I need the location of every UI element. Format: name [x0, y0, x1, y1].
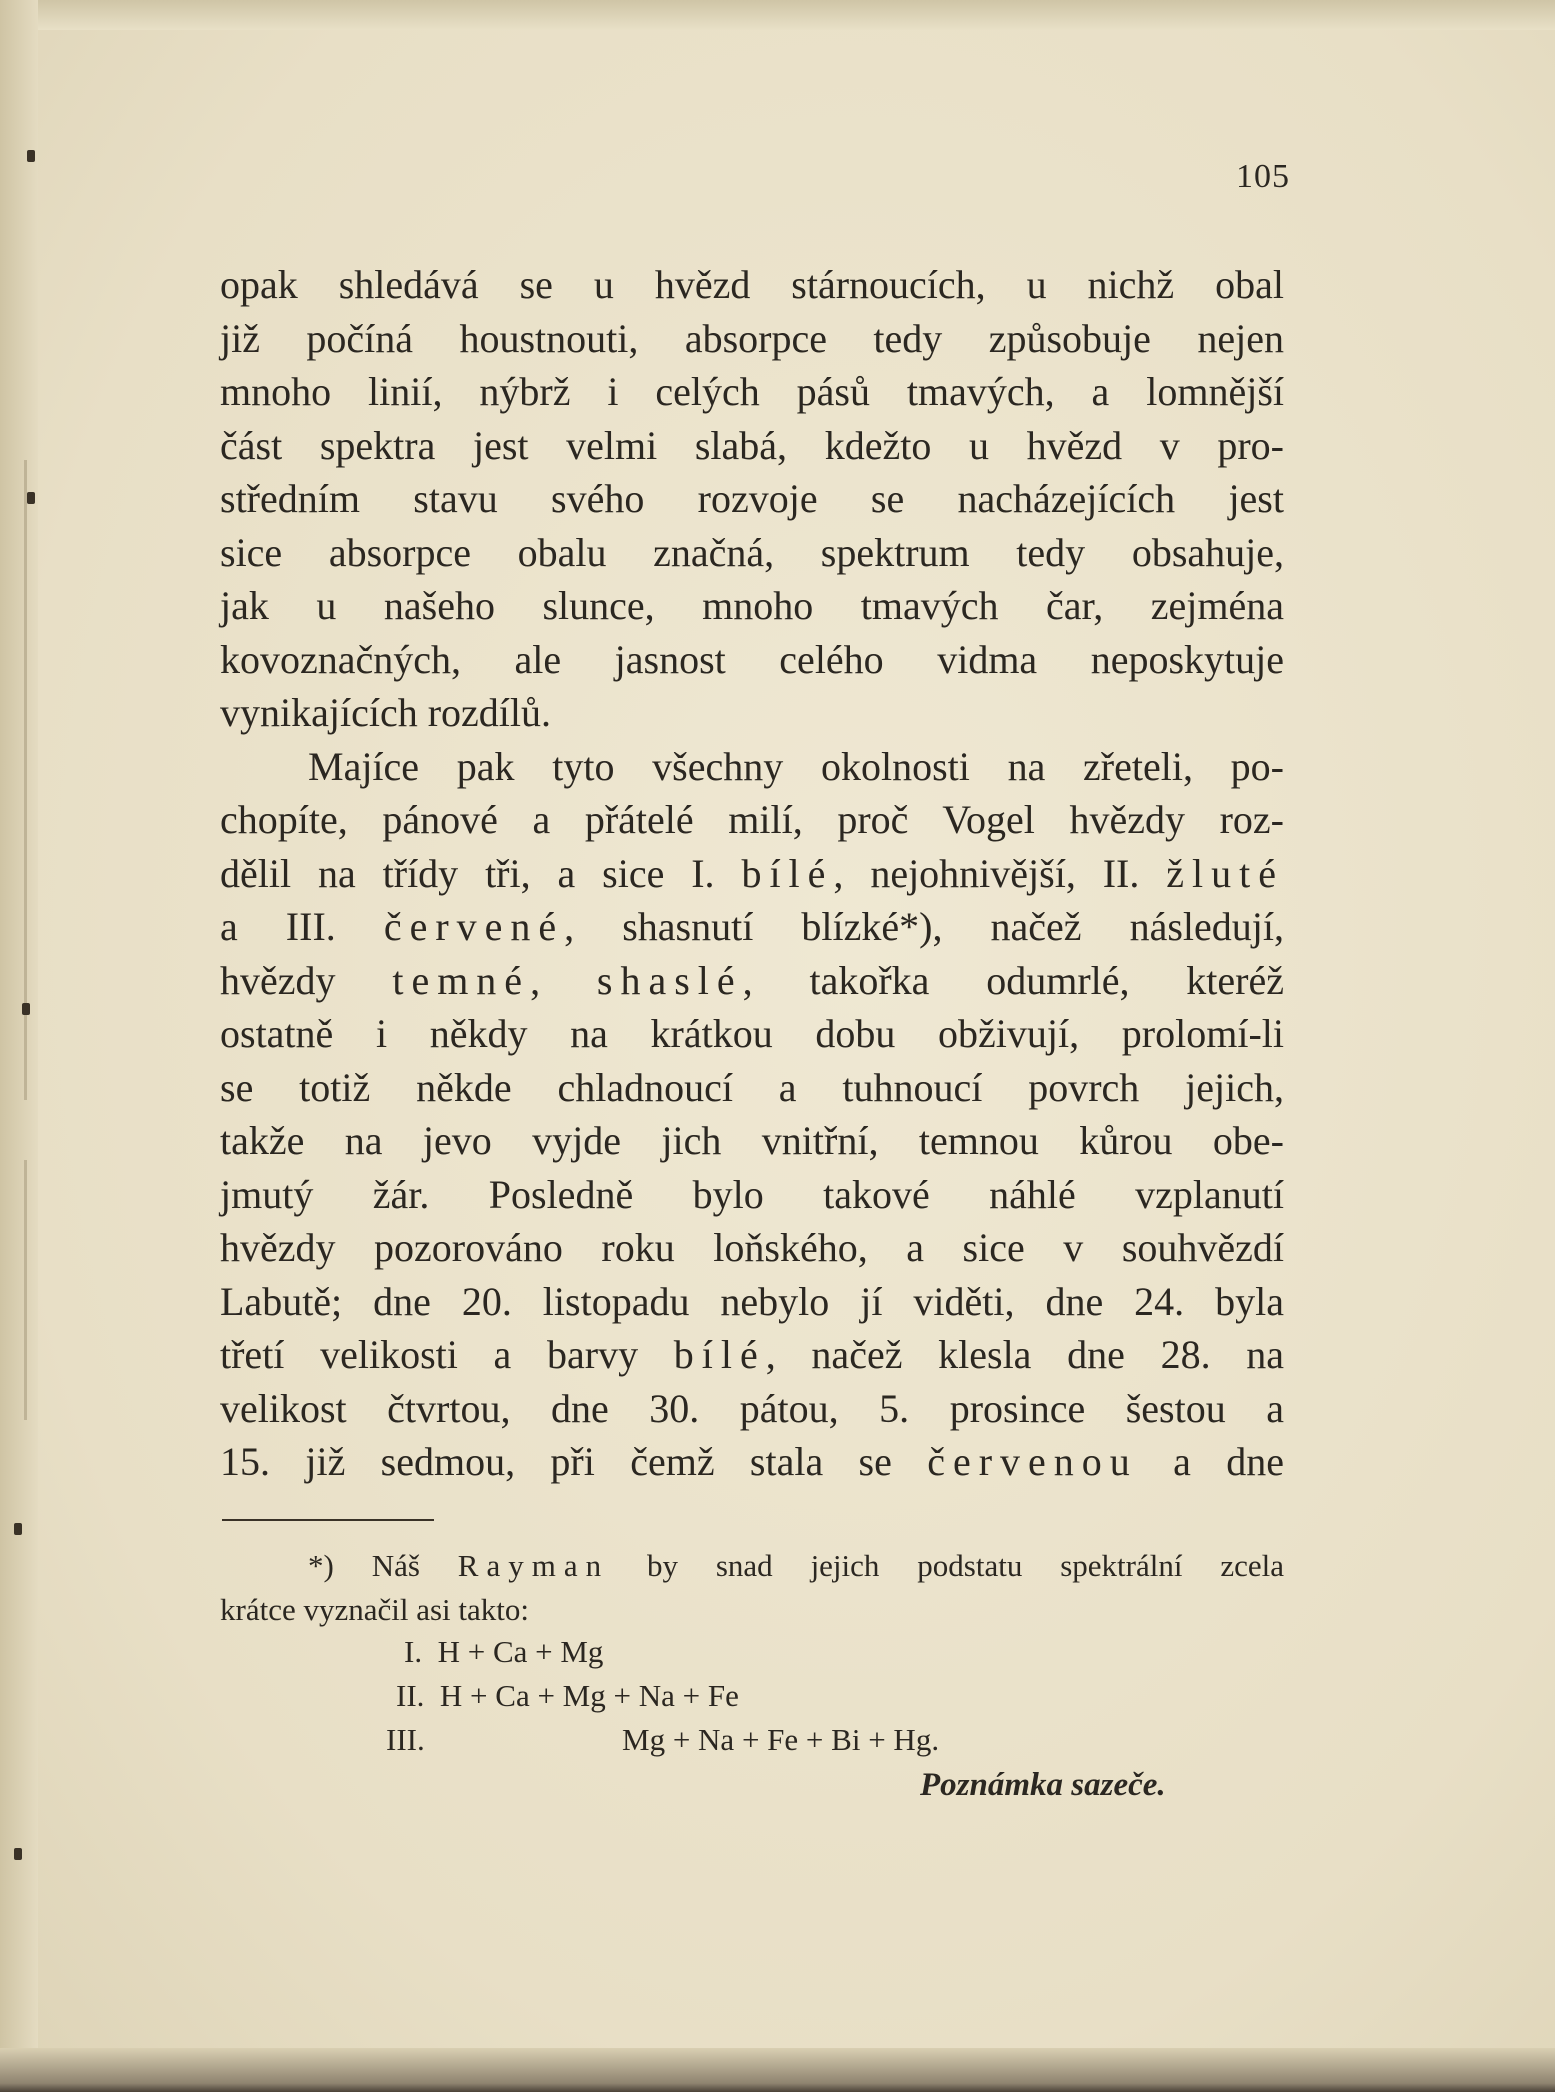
footnote-line: krátce vyznačil asi takto: [220, 1592, 530, 1627]
text-run: , shasnutí blízké*), načež následují, [564, 904, 1284, 949]
text-line: jak u našeho slunce, mnoho tmavých čar, zejména [220, 583, 1284, 628]
body-text [220, 258, 1284, 1489]
text-line: již počíná houstnouti, absorpce tedy způsobuje nejen [220, 315, 1284, 361]
text-line: Majíce pak tyto všechny okolnosti na zřeteli, po- [308, 743, 1284, 789]
page-number: 105 [1236, 158, 1290, 195]
text-line: chopíte, pánové a přátelé milí, proč Vogel hvězdy roz- [220, 797, 1284, 842]
binding-mark [14, 1848, 22, 1860]
footnote-rule [222, 1519, 434, 1521]
text-line: ostatně i někdy na krátkou dobu obživují, prolomí-li [220, 1011, 1284, 1056]
text-line: se totiž někde chladnoucí a tuhnoucí povrch jejich, [220, 1064, 1284, 1110]
text-line: mnoho linií, nýbrž i celých pásů tmavých, a lomnější [220, 369, 1284, 414]
spaced-word: Rayman [457, 1548, 610, 1583]
formula-label: III. [386, 1722, 425, 1757]
text-line [220, 1435, 1284, 1489]
text-run: , takořka odumrlé, kteréž [742, 957, 1285, 1003]
text-line: středním stavu svého rozvoje se nacházejících jest [220, 476, 1284, 521]
page-binding-edge [0, 0, 38, 2092]
text-line: část spektra jest velmi slabá, kdežto u hvězd v pro- [220, 422, 1284, 468]
text-line: jmutý žár. Posledně bylo takové náhlé vzplanutí [220, 1171, 1284, 1217]
text-line [220, 847, 1284, 901]
footnote [220, 1544, 1284, 1632]
formula-line: II. H + Ca + Mg + Na + Fe [396, 1678, 739, 1713]
spaced-word: červenou [927, 1439, 1138, 1484]
text-line [220, 954, 1284, 1008]
page-top-edge [0, 0, 1555, 30]
binding-mark [22, 1003, 30, 1015]
spaced-word: shaslé [596, 957, 743, 1003]
spaced-word: žluté [1166, 850, 1284, 896]
text-line: vynikajících rozdílů. [220, 690, 552, 735]
text-run: , načež klesla dne 28. na [765, 1332, 1285, 1377]
footnote-line [220, 1544, 1284, 1588]
spaced-word: temné [392, 957, 531, 1003]
text-run: , nejohnivější, II. [833, 850, 1167, 896]
text-run: dělil na třídy tři, a sice I. [220, 850, 742, 896]
text-line: velikost čtvrtou, dne 30. pátou, 5. prosince šestou a [220, 1385, 1284, 1431]
binding-mark [27, 492, 35, 504]
text-line [220, 900, 1284, 954]
text-run: třetí velikosti a barvy [220, 1332, 674, 1377]
text-line: opak shledává se u hvězd stárnoucích, u nichž obal [220, 262, 1284, 307]
formula-line: I. H + Ca + Mg [404, 1634, 604, 1669]
text-run: *) Náš [308, 1548, 458, 1583]
text-line: sice absorpce obalu značná, spektrum tedy obsahuje, [220, 529, 1284, 575]
spaced-word: červené [383, 904, 565, 949]
binding-mark [27, 150, 35, 162]
text-run: a dne [1137, 1439, 1284, 1484]
text-line: kovoznačných, ale jasnost celého vidma neposkytuje [220, 636, 1284, 682]
text-line: takže na jevo vyjde jich vnitřní, temnou kůrou obe- [220, 1118, 1284, 1163]
text-run: , [530, 957, 597, 1003]
text-line: hvězdy pozorováno roku loňského, a sice v souhvězdí [220, 1225, 1284, 1270]
text-run: a III. [220, 904, 384, 949]
typesetter-note: Poznámka sazeče. [920, 1767, 1166, 1803]
text-run: hvězdy [220, 957, 393, 1003]
text-line: Labutě; dne 20. listopadu nebylo jí viděti, dne 24. byla [220, 1278, 1284, 1324]
spaced-word: bílé [673, 1332, 766, 1377]
binding-mark [14, 1523, 22, 1535]
text-run: 15. již sedmou, při čemž stala se [220, 1439, 928, 1484]
binding-shadow [24, 1160, 27, 1420]
formula-line: Mg + Na + Fe + Bi + Hg. [622, 1722, 940, 1757]
text-line [220, 1328, 1284, 1382]
text-run: by snad jejich podstatu spektrální zcela [609, 1548, 1284, 1583]
page-bottom-edge [0, 2048, 1555, 2092]
spaced-word: bílé [741, 850, 834, 896]
